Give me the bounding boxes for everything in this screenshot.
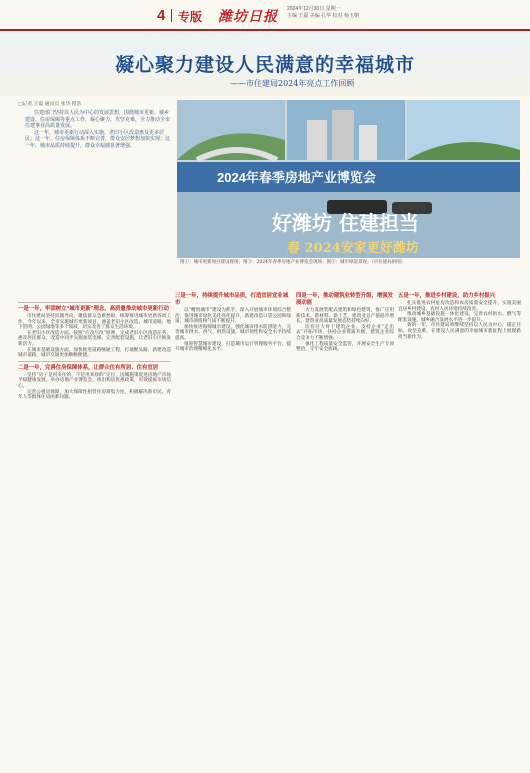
column-3 xyxy=(296,290,394,353)
paragraph: 坚持“房子是用来住的、不是用来炒的”定位，因城施策促进房地产市场平稳健康发展。举办房地产业博览会，推出购房优惠政策，有效提振市场信心。 xyxy=(18,372,171,389)
intro-paragraph: 这一年，城市更新行动深入实施，老旧小区改造惠及更多居民；这一年，住房保障体系不断完善，群众安居梦想加快实现；这一年，城市品质持续提升，群众幸福感显著增强。 xyxy=(25,129,171,149)
date: 2024年12月30日 xyxy=(287,6,325,12)
section-heading: 三是一年，持续提升城市品质，打造宜居宜业城市 xyxy=(175,293,289,306)
photo-caption: 图①：城市更新项目建设现场；图②：2024年春季房地产业博览会现场；图③：城市绿道景观。（市住建局供图） xyxy=(180,260,406,265)
masthead xyxy=(0,0,530,32)
paragraph: 推动城乡基础设施一体化建设，完善农村供水、燃气等配套设施，城乡融合发展水平进一步提升。 xyxy=(398,312,521,323)
top-rule xyxy=(0,29,530,31)
section-label: 专版 xyxy=(178,10,203,24)
divider xyxy=(18,302,171,303)
photo-slogan: 春 2024安家更好潍坊 xyxy=(287,241,419,256)
paragraph: 以“精致城市”建设为抓手，深入开展城市环境综合整治，推进城市绿化美化亮化提升，新建改造口袋公园和绿道，城市颜值和气质不断提升。 xyxy=(175,308,291,325)
paragraph: 市住建局坚持问题导向，聚焦群众急难愁盼，统筹推进城市更新各项工作。今年以来，全市实施城市更新项目，涵盖老旧小区改造、城市道路、地下管网、公园绿地等多个领域，切实改善了群众生活环境。 xyxy=(18,314,171,331)
editors: 主编 王磊 美编 孔华 校对 杨玉朝 xyxy=(287,13,359,19)
paragraph: 推进智慧城市建设，打造城市运行管理服务平台，提升城市治理精细化水平。 xyxy=(175,341,291,353)
paragraph: 大力发展装配式建筑和绿色建筑，推广应用新技术、新材料、新工艺，建筑业总产值稳步增长，建筑业高质量发展态势持续向好。 xyxy=(296,308,394,325)
paragraph: 加快推进海绵城市建设，强化城市排水防涝能力，完善城市供水、供气、供热设施，城市韧性和安全水平持续提高。 xyxy=(175,324,291,341)
paragraph: 新的一年，市住建局将继续坚持以人民为中心，锚定目标、攻坚克难，在建设人民满意的幸福城市新征程上展现新担当新作为。 xyxy=(398,323,521,340)
column-1 xyxy=(18,300,171,401)
paper-logo: 潍坊日报 xyxy=(218,9,278,25)
paragraph: 培育壮大骨干建筑企业，支持企业“走出去”开拓市场，扶持企业资质升级，建筑企业综合竞争力不断增强。 xyxy=(296,324,394,341)
divider xyxy=(171,9,172,22)
photo-collage xyxy=(177,100,520,258)
paragraph: 在老旧小区改造方面，按照“应改尽改”原则，完成老旧小区改造任务，惠及居民群众，改造中同步实施加装电梯、完善配套设施，让老旧小区焕发新活力。 xyxy=(18,330,171,347)
paragraph: 强化工程质量安全监管，开展安全生产专项整治，守牢安全底线。 xyxy=(296,341,394,353)
photo-illustration xyxy=(177,100,520,258)
section-heading: 二是一年，完善住房保障体系，让群众住有所居、住有宜居 xyxy=(18,364,159,371)
byline: □记者 王磊 通讯员 张华 程浩 xyxy=(18,102,82,107)
date-info xyxy=(287,6,359,20)
photo-banner: 2024年春季房地产业博览会 xyxy=(217,170,376,185)
section-heading: 四是一年，推动建筑业转型升级，增强发展动能 xyxy=(296,293,394,306)
page-number: 4 xyxy=(157,7,166,24)
subheadline: ——市住建局2024年亮点工作回顾 xyxy=(230,79,355,88)
section-heading: 五是一年，推进乡村建设，助力乡村振兴 xyxy=(398,293,496,299)
paragraph: 完善公租房保障，加大保障性租赁住房筹集力度，积极解决新市民、青年人等群体住房困难问题。 xyxy=(18,389,171,401)
column-4 xyxy=(398,290,521,340)
paragraph: 在城市基础设施方面，加快推进道路畅通工程，打通断头路，新建改造城市道路，城市交通更加顺畅便捷。 xyxy=(18,347,171,359)
weekday: 星期一 xyxy=(325,6,341,12)
intro-paragraph: 住建部门坚持以人民为中心的发展思想，围绕城市更新、城乡建设、住房保障等重点工作，凝心聚力、攻坚克难，全力推动全市住建事业高质量发展。 xyxy=(25,110,171,130)
paragraph: 扎实推进农村危房改造和农房质量安全提升，实施美丽宜居乡村建设，农村人居环境持续改善。 xyxy=(398,301,521,312)
divider xyxy=(18,361,171,362)
column-2 xyxy=(175,290,291,353)
intro-block xyxy=(25,110,170,150)
section-heading: 一是一年，牢固树立“城市更新”理念，高质量推动城市更新行动 xyxy=(18,306,169,312)
headline: 凝心聚力建设人民满意的幸福城市 xyxy=(114,54,415,76)
photo-slogan: 好潍坊 住建担当 xyxy=(272,211,419,235)
